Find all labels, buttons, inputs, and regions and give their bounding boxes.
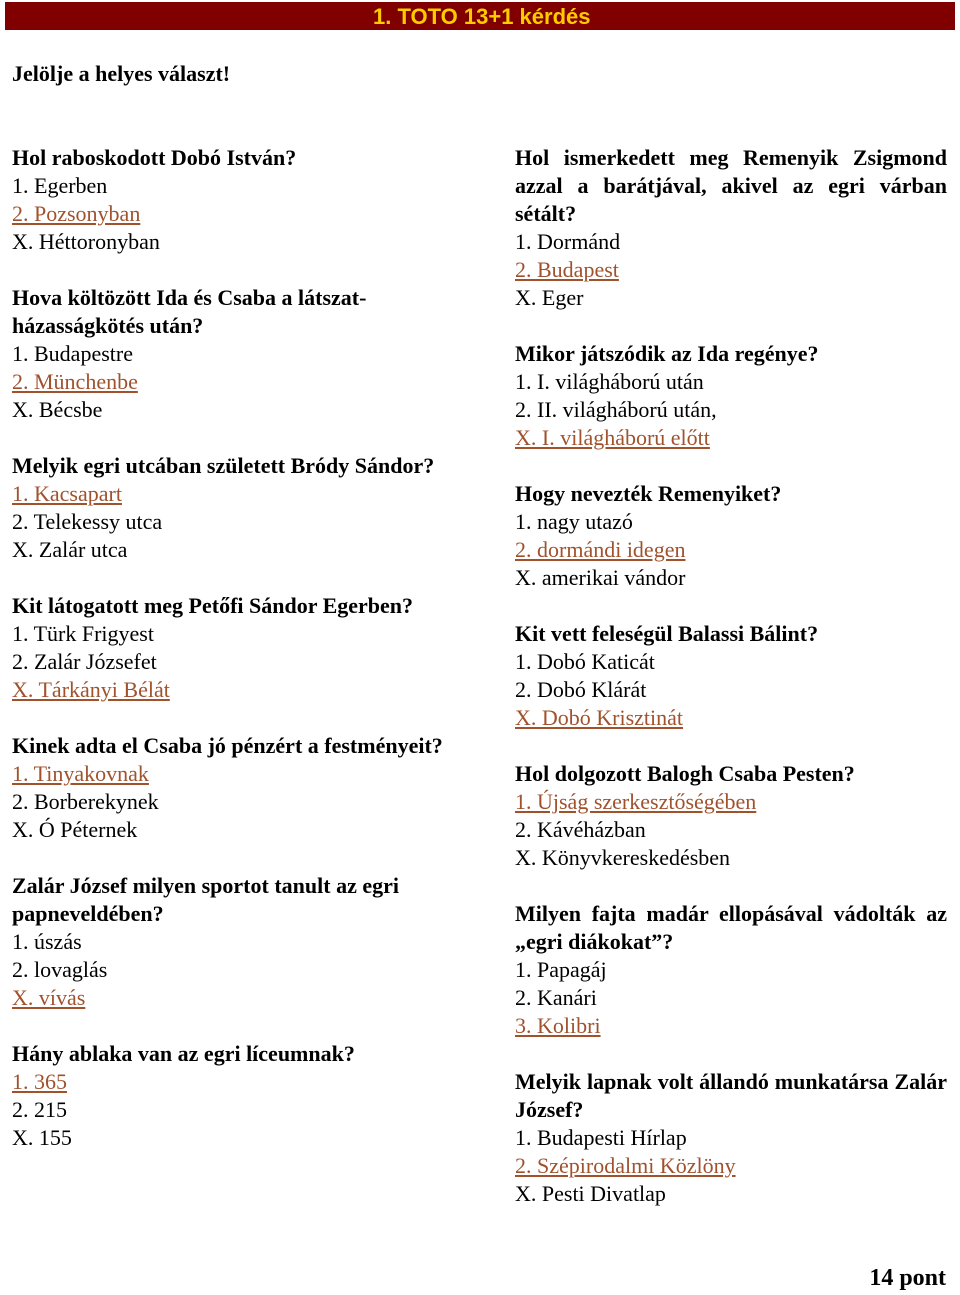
answer-option[interactable]: 1. Türk Frigyest xyxy=(12,621,154,646)
question-text: Kinek adta el Csaba jó pénzért a festményeit? xyxy=(12,733,443,758)
answer-option-correct[interactable]: 1. 365 xyxy=(12,1069,67,1094)
answer-option-correct[interactable]: 2. Pozsonyban xyxy=(12,201,141,226)
answer-option-correct[interactable]: 2. Szépirodalmi Közlöny xyxy=(515,1153,736,1178)
answer-option[interactable]: 1. Dormánd xyxy=(515,229,621,254)
question-text: Hány ablaka van az egri líceumnak? xyxy=(12,1041,355,1066)
title-bar xyxy=(5,2,955,30)
answer-option[interactable]: 2. Dobó Klárát xyxy=(515,677,647,702)
question-text: Melyik egri utcában született Bródy Sándor? xyxy=(12,453,435,478)
answer-option-correct[interactable]: 2. Münchenbe xyxy=(12,369,138,394)
question-block xyxy=(515,340,947,452)
instruction-text: Jelölje a helyes választ! xyxy=(12,61,231,86)
question-text: Hol raboskodott Dobó István? xyxy=(12,145,297,170)
answer-option[interactable]: 2. Borberekynek xyxy=(12,789,159,814)
answer-option[interactable]: 2. 215 xyxy=(12,1097,67,1122)
question-block xyxy=(12,1040,444,1152)
question-block xyxy=(12,732,444,844)
answer-option[interactable]: X. Bécsbe xyxy=(12,397,103,422)
question-text: Kit vett feleségül Balassi Bálint? xyxy=(515,621,819,646)
answer-option[interactable]: X. Zalár utca xyxy=(12,537,128,562)
answer-option[interactable]: 1. Papagáj xyxy=(515,957,607,982)
answer-option[interactable]: 2. lovaglás xyxy=(12,957,108,982)
question-text: Mikor játszódik az Ida regénye? xyxy=(515,341,819,366)
answer-option[interactable]: 2. Kanári xyxy=(515,985,597,1010)
question-text: Melyik lapnak volt állandó munkatársa Zalár József? xyxy=(515,1069,947,1122)
question-block xyxy=(12,144,444,256)
answer-option[interactable]: X. 155 xyxy=(12,1125,72,1150)
answer-option-correct[interactable]: 3. Kolibri xyxy=(515,1013,601,1038)
question-block xyxy=(515,144,947,312)
score-label: 14 pont xyxy=(869,1265,946,1291)
answer-option-correct[interactable]: X. Tárkányi Bélát xyxy=(12,677,170,702)
answer-option[interactable]: 1. I. világháború után xyxy=(515,369,704,394)
question-text: Zalár József milyen sportot tanult az egri papneveldében? xyxy=(12,873,399,926)
question-column-left xyxy=(12,144,444,1180)
question-block xyxy=(515,620,947,732)
question-text: Kit látogatott meg Petőfi Sándor Egerben? xyxy=(12,593,414,618)
answer-option[interactable]: X. Eger xyxy=(515,285,584,310)
answer-option[interactable]: 1. nagy utazó xyxy=(515,509,633,534)
question-text: Hol ismerkedett meg Remenyik Zsigmond azzal a barátjával, akivel az egri várban sétált? xyxy=(515,145,947,226)
question-text: Milyen fajta madár ellopásával vádolták az „egri diákokat”? xyxy=(515,901,947,954)
question-text: Hol dolgozott Balogh Csaba Pesten? xyxy=(515,761,855,786)
answer-option[interactable]: X. Könyvkereskedésben xyxy=(515,845,731,870)
answer-option-correct[interactable]: 2. dormándi idegen xyxy=(515,537,686,562)
question-block xyxy=(515,480,947,592)
question-block xyxy=(12,872,444,1012)
answer-option-correct[interactable]: 1. Újság szerkesztőségében xyxy=(515,789,757,814)
question-column-right xyxy=(515,144,947,1236)
answer-option-correct[interactable]: X. Dobó Krisztinát xyxy=(515,705,684,730)
answer-option[interactable]: X. Héttoronyban xyxy=(12,229,160,254)
answer-option[interactable]: 1. úszás xyxy=(12,929,82,954)
answer-option-correct[interactable]: X. vívás xyxy=(12,985,86,1010)
answer-option[interactable]: X. Pesti Divatlap xyxy=(515,1181,666,1206)
answer-option[interactable]: 2. Telekessy utca xyxy=(12,509,163,534)
answer-option-correct[interactable]: 1. Tinyakovnak xyxy=(12,761,149,786)
question-block xyxy=(515,900,947,1040)
answer-option[interactable]: 2. II. világháború után, xyxy=(515,397,717,422)
question-text: Hogy nevezték Remenyiket? xyxy=(515,481,782,506)
answer-option[interactable]: 2. Zalár Józsefet xyxy=(12,649,157,674)
answer-option[interactable]: X. Ó Péternek xyxy=(12,817,138,842)
answer-option-correct[interactable]: 2. Budapest xyxy=(515,257,619,282)
answer-option-correct[interactable]: X. I. világháború előtt xyxy=(515,425,710,450)
answer-option[interactable]: 2. Kávéházban xyxy=(515,817,646,842)
question-block xyxy=(515,1068,947,1208)
question-block xyxy=(515,760,947,872)
question-block xyxy=(12,452,444,564)
answer-option[interactable]: 1. Egerben xyxy=(12,173,108,198)
question-block xyxy=(12,284,444,424)
answer-option[interactable]: 1. Dobó Katicát xyxy=(515,649,655,674)
answer-option[interactable]: 1. Budapesti Hírlap xyxy=(515,1125,687,1150)
answer-option[interactable]: X. amerikai vándor xyxy=(515,565,686,590)
answer-option-correct[interactable]: 1. Kacsapart xyxy=(12,481,122,506)
question-text: Hova költözött Ida és Csaba a látszat-házasságkötés után? xyxy=(12,285,367,338)
page-title: 1. TOTO 13+1 kérdés xyxy=(373,4,591,29)
question-block xyxy=(12,592,444,704)
answer-option[interactable]: 1. Budapestre xyxy=(12,341,133,366)
